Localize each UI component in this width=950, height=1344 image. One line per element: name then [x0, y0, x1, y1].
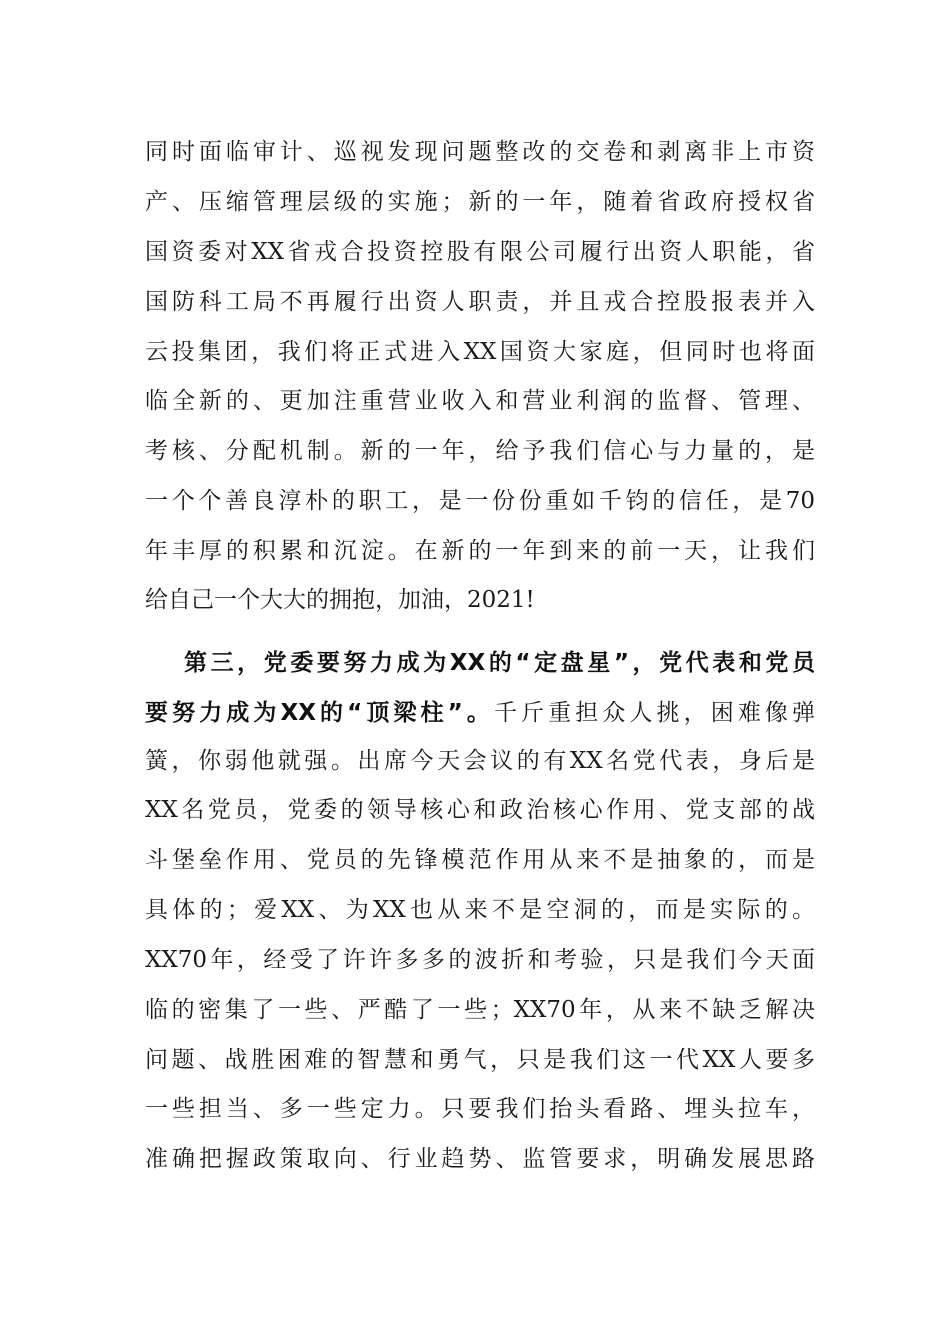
text-line: 准确把握政策取向、行业趋势、监管要求，明确发展思路 [145, 1146, 815, 1172]
text-line: 国资委对XX省戎合投资控股有限公司履行出资人职能，省 [145, 239, 815, 265]
text-line: 临的密集了一些、严酷了一些；XX70年，从来不缺乏解决 [145, 997, 815, 1023]
text-line: 问题、战胜困难的智慧和勇气，只是我们这一代XX人要多 [145, 1047, 815, 1073]
text-line: 簧，你弱他就强。出席今天会议的有XX名党代表，身后是 [145, 748, 815, 774]
text-line [145, 693, 815, 733]
text-line: 云投集团，我们将正式进入XX国资大家庭，但同时也将面 [145, 339, 815, 365]
text-line: 临全新的、更加注重营业收入和营业利润的监督、管理、 [145, 388, 815, 414]
section-heading-continued: 要努力成为XX的“顶梁柱”。 [145, 700, 494, 726]
text-line: 产、压缩管理层级的实施；新的一年，随着省政府授权省 [145, 189, 815, 215]
section-heading: 第三，党委要努力成为XX的“定盘星”，党代表和党员 [184, 650, 815, 676]
text-line: 国防科工局不再履行出资人职责，并且戎合控股报表并入 [145, 289, 815, 315]
text-line: 同时面临审计、巡视发现问题整改的交卷和剥离非上市资 [145, 139, 815, 165]
section-body-start: 千斤重担众人挑，困难像弹 [493, 700, 816, 726]
text-line: 斗堡垒作用、党员的先锋模范作用从来不是抽象的，而是 [145, 847, 815, 873]
text-line: XX70年，经受了许许多多的波折和考验，只是我们今天面 [145, 947, 815, 973]
text-line: 年丰厚的积累和沉淀。在新的一年到来的前一天，让我们 [145, 538, 815, 564]
text-line: 一个个善良淳朴的职工，是一份份重如千钧的信任，是70 [145, 488, 815, 514]
text-line: XX名党员，党委的领导核心和政治核心作用、党支部的战 [145, 797, 815, 823]
text-line: 考核、分配机制。新的一年，给予我们信心与力量的，是 [145, 438, 815, 464]
text-line: 一些担当、多一些定力。只要我们抬头看路、埋头拉车， [145, 1096, 815, 1122]
text-line: 给自己一个大大的拥抱，加油，2021! [145, 587, 535, 613]
text-line: 具体的；爱XX、为XX也从来不是空洞的，而是实际的。 [145, 897, 815, 923]
